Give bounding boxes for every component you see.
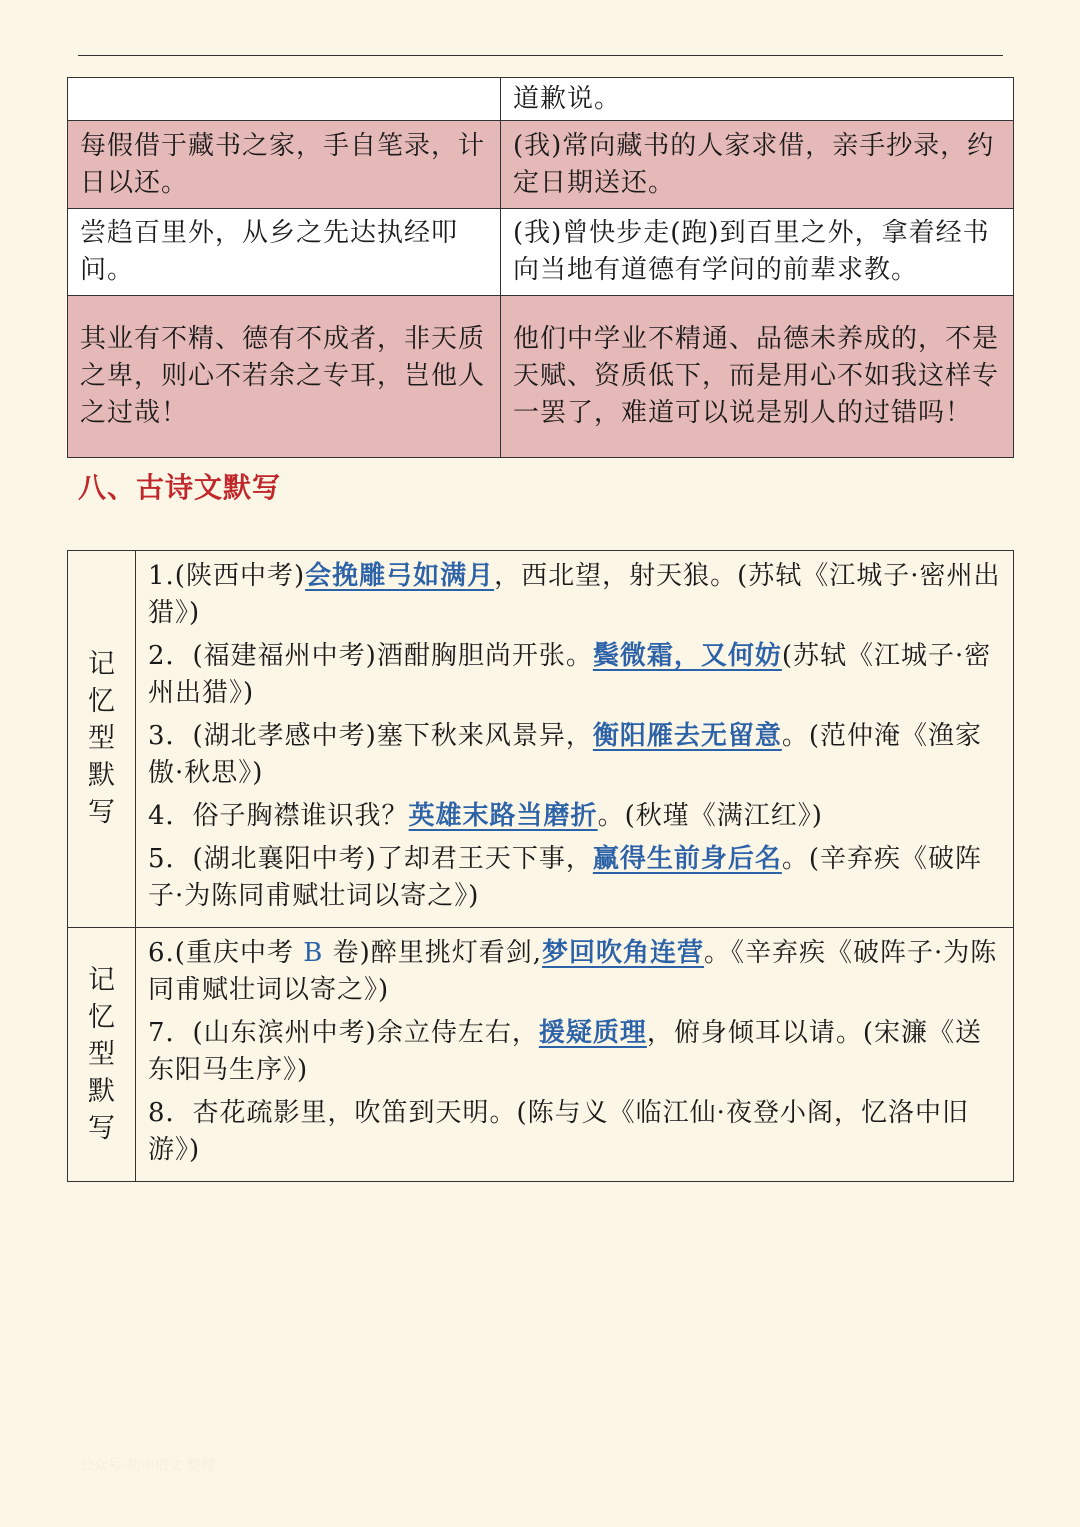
translation-text-cell: (我)曾快步走(跑)到百里之外，拿着经书向当地有道德有学问的前辈求教。 [501, 209, 1014, 296]
answer-text: 衡阳雁去无留意 [592, 721, 782, 751]
answer-text: 援疑质理 [538, 1018, 647, 1048]
original-text-cell [68, 78, 501, 121]
recitation-item [148, 935, 1003, 1009]
item-prompt: 卷)醉里挑灯看剑, [332, 938, 543, 968]
item-source: (苏轼《江城子·密州出猎》) [148, 641, 992, 708]
category-label-cell [68, 928, 136, 1182]
item-source: 。(秋瑾《满江红》) [597, 801, 823, 831]
item-prompt: 5．(湖北襄阳中考)了却君王天下事， [148, 844, 593, 874]
top-rule [78, 55, 1003, 56]
answer-text: 鬓微霜，又何妨 [592, 641, 782, 671]
item-prompt: 6.(重庆中考 [148, 938, 294, 968]
original-text-cell: 其业有不精、德有不成者，非天质之卑，则心不若余之专耳，岂他人之过哉！ [68, 296, 501, 458]
item-prompt: 7．(山东滨州中考)余立侍左右， [148, 1018, 539, 1048]
answer-text: 赢得生前身后名 [592, 844, 782, 874]
item-prompt: 1.(陕西中考) [148, 561, 306, 591]
item-source: ，西北望，射天狼。(苏轼《江城子·密州出猎》) [148, 561, 1001, 628]
translation-row [68, 78, 1014, 121]
recitation-items [136, 928, 1014, 1182]
translation-text-cell: 道歉说。 [501, 78, 1014, 121]
translation-text-cell: (我)常向藏书的人家求借，亲手抄录，约定日期送还。 [501, 121, 1014, 209]
recitation-items [136, 551, 1014, 928]
recitation-group [68, 928, 1014, 1182]
recitation-item [148, 718, 1003, 792]
item-source: 。(辛弃疾《破阵子·为陈同甫赋壮词以寄之》) [148, 844, 983, 911]
paper-letter: B [303, 938, 324, 968]
recitation-group [68, 551, 1014, 928]
recitation-table [67, 550, 1014, 1182]
item-prompt: 8．杏花疏影里，吹笛到天明。(陈与义《临江仙·夜登小阁，忆洛中旧游》) [148, 1098, 969, 1165]
answer-text: 英雄末路当磨折 [408, 801, 598, 831]
translation-row [68, 296, 1014, 458]
item-source: ，俯身倾耳以请。(宋濂《送东阳马生序》) [148, 1018, 983, 1085]
translation-text-cell: 他们中学业不精通、品德未养成的，不是天赋、资质低下，而是用心不如我这样专一罢了，难道可以说是别人的过错吗！ [501, 296, 1014, 458]
recitation-item [148, 798, 1003, 835]
item-prompt: 2．(福建福州中考)酒酣胸胆尚开张。 [148, 641, 593, 671]
recitation-item [148, 558, 1003, 632]
category-label: 记忆型默写 [88, 649, 115, 828]
footer-watermark-text: 公众号·初中语文 整理 [80, 1458, 215, 1474]
item-source: 。《辛弃疾《破阵子·为陈同甫赋壮词以寄之》) [148, 938, 998, 1005]
item-prompt: 4．俗子胸襟谁识我？ [148, 801, 409, 831]
category-label-cell [68, 551, 136, 928]
answer-text: 会挽雕弓如满月 [305, 561, 495, 591]
recitation-item [148, 1095, 1003, 1169]
answer-text: 梦回吹角连营 [542, 938, 705, 968]
recitation-item [148, 1015, 1003, 1089]
category-label: 记忆型默写 [88, 964, 115, 1144]
recitation-item [148, 638, 1003, 712]
original-text-cell: 尝趋百里外，从乡之先达执经叩问。 [68, 209, 501, 296]
recitation-item [148, 841, 1003, 915]
translation-row [68, 209, 1014, 296]
item-source: 。(范仲淹《渔家傲·秋思》) [148, 721, 983, 788]
section-title: 八、古诗文默写 [78, 471, 282, 504]
translation-row [68, 121, 1014, 209]
item-prompt: 3．(湖北孝感中考)塞下秋来风景异， [148, 721, 593, 751]
translation-table [67, 77, 1014, 458]
original-text-cell: 每假借于藏书之家，手自笔录，计日以还。 [68, 121, 501, 209]
